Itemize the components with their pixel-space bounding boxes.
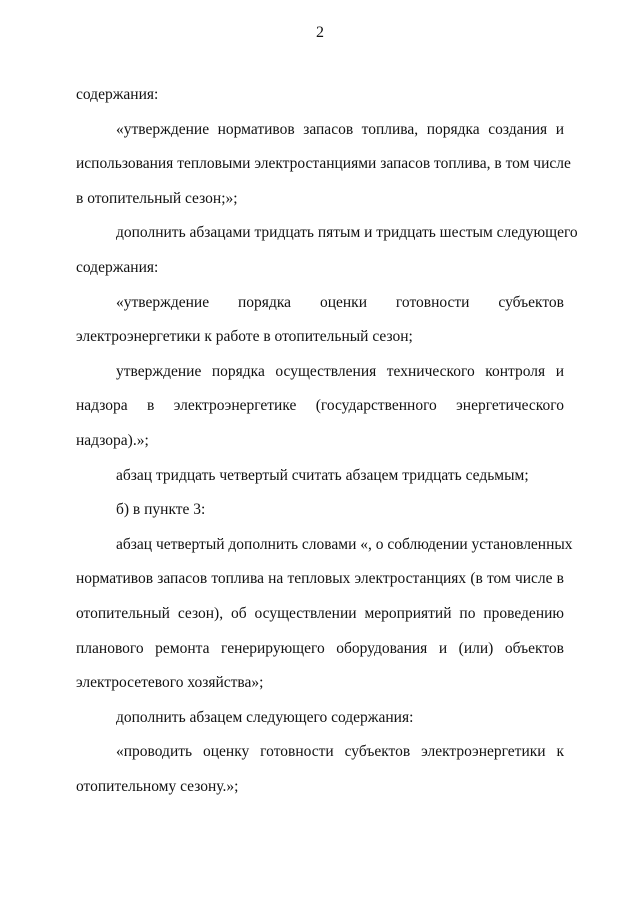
text-line: использования тепловыми электростанциями запасов топлива, в том числе	[76, 155, 571, 173]
text-line: содержания:	[76, 258, 159, 276]
text-line: содержания:	[76, 86, 159, 103]
text-line: «утверждение порядка оценки готовности субъектов	[116, 293, 564, 311]
text-line: отопительный сезон), об осуществлении мероприятий по проведению	[76, 604, 564, 622]
text-line: дополнить абзацем следующего содержания:	[116, 708, 414, 726]
text-line: надзора).»;	[76, 431, 149, 449]
text-line: электросетевого хозяйства»;	[76, 674, 264, 692]
text-line: надзора в электроэнергетике (государственного энергетического	[76, 397, 564, 415]
text-line: абзац тридцать четвертый считать абзацем тридцать седьмым;	[116, 466, 529, 484]
text-line: абзац четвертый дополнить словами «, о соблюдении установленных	[116, 535, 573, 553]
text-line: «утверждение нормативов запасов топлива, порядка создания и	[116, 120, 564, 138]
text-line: планового ремонта генерирующего оборудования и (или) объектов	[76, 639, 564, 657]
text-line: дополнить абзацами тридцать пятым и тридцать шестым следующего	[116, 224, 578, 242]
text-line: б) в пункте 3:	[116, 501, 206, 519]
document-body	[76, 78, 578, 804]
page-number: 2	[316, 24, 324, 41]
text-line: утверждение порядка осуществления технического контроля и	[116, 362, 564, 380]
text-line: отопительному сезону.»;	[76, 777, 239, 795]
text-line: в отопительный сезон;»;	[76, 189, 238, 207]
text-line: электроэнергетики к работе в отопительный сезон;	[76, 328, 413, 346]
text-line: нормативов запасов топлива на тепловых электростанциях (в том числе в	[76, 570, 564, 588]
text-line: «проводить оценку готовности субъектов электроэнергетики к	[116, 743, 564, 761]
